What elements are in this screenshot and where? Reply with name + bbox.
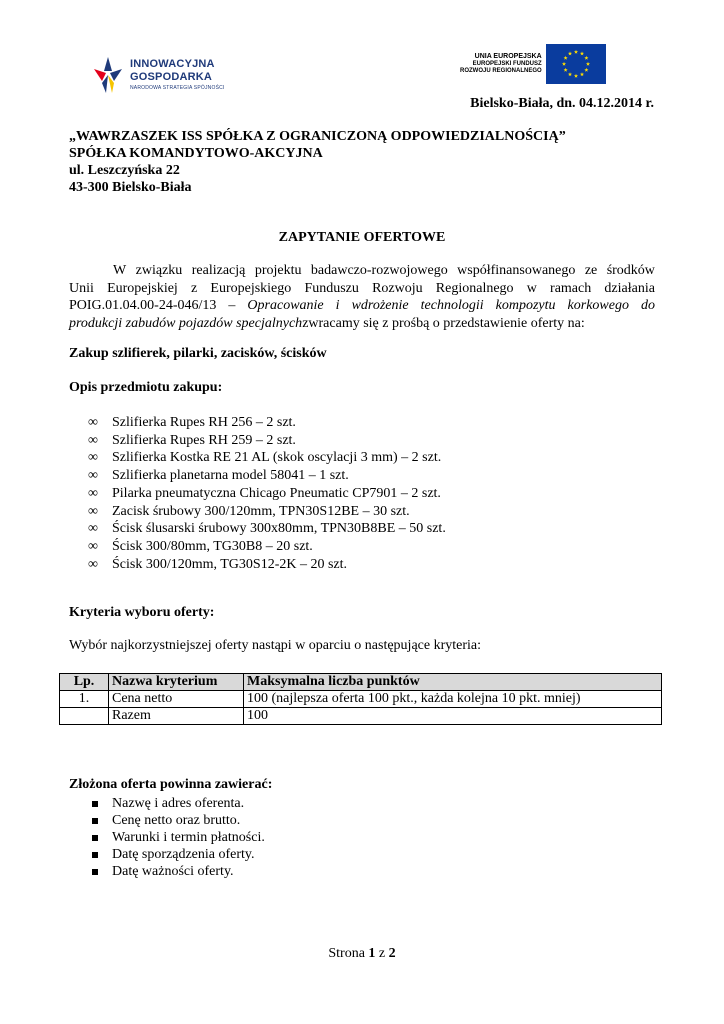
- infinity-bullet-icon: ∞: [88, 468, 98, 484]
- cell-name: Cena netto: [109, 691, 244, 708]
- address-line3: ul. Leszczyńska 22: [69, 163, 180, 178]
- logo-left-line2: GOSPODARKA: [130, 71, 213, 83]
- intro-word: Unii: [69, 280, 94, 296]
- infinity-bullet-icon: ∞: [88, 415, 98, 430]
- list-item: [88, 538, 446, 556]
- item-text: Szlifierka Rupes RH 259 – 2 szt.: [112, 432, 296, 448]
- header-lp: Lp.: [60, 674, 109, 691]
- logo-right-line1: UNIA EUROPEJSKA: [474, 53, 542, 61]
- intro-word: Europejskiej: [107, 280, 178, 296]
- cell-name: Razem: [109, 708, 244, 725]
- footer-page: 1: [368, 946, 376, 961]
- intro-word: badawczo-rozwojowego: [310, 263, 448, 278]
- list-item: [88, 503, 446, 521]
- intro-word: kompozytu: [495, 298, 556, 313]
- intro-word: wdrożenie: [351, 298, 409, 313]
- square-bullet-icon: [92, 818, 98, 824]
- criteria-table: [59, 673, 662, 725]
- innowacyjna-gospodarka-logo: [92, 44, 242, 106]
- document-date: Bielsko-Biała, dn. 04.12.2014 r.: [470, 96, 654, 111]
- intro-word: korkowego: [567, 298, 629, 313]
- table-row: [60, 691, 662, 708]
- criteria-intro: Wybór najkorzystniejszej oferty nastąpi w oparciu o następujące kryteria:: [69, 638, 482, 653]
- footer-prefix: Strona: [328, 946, 369, 961]
- intro-word: do: [641, 298, 655, 313]
- item-text: Pilarka pneumatyczna Chicago Pneumatic CP7901 – 2 szt.: [112, 485, 441, 501]
- address-line1: „WAWRZASZEK ISS SPÓŁKA Z OGRANICZONĄ ODPOWIEDZIALNOŚCIĄ”: [69, 129, 566, 144]
- intro-paragraph: [69, 262, 655, 332]
- list-item: Nazwę i adres oferenta.: [92, 795, 265, 812]
- intro-line4-rest: zwracamy się z prośbą o przedstawienie oferty na:: [302, 315, 585, 331]
- item-text: Szlifierka Kostka RE 21 AL (skok oscylacji 3 mm) – 2 szt.: [112, 450, 442, 466]
- infinity-bullet-icon: ∞: [88, 503, 98, 519]
- eu-logo: [460, 44, 606, 84]
- logo-right-line3: ROZWOJU REGIONALNEGO: [460, 68, 542, 75]
- square-bullet-icon: [92, 801, 98, 807]
- footer-mid: z: [375, 946, 389, 961]
- infinity-bullet-icon: ∞: [88, 538, 98, 554]
- list-item: [88, 556, 446, 574]
- intro-word: realizacją: [191, 263, 246, 278]
- list-item: Cenę netto oraz brutto.: [92, 812, 265, 829]
- intro-word: związku: [135, 263, 183, 278]
- star-logo-icon: [92, 55, 124, 95]
- list-item: [88, 414, 446, 432]
- intro-word: Europejskiego: [210, 280, 292, 296]
- page-footer: [0, 946, 724, 962]
- list-item: [88, 432, 446, 450]
- intro-word: Rozwoju: [372, 280, 423, 296]
- item-text: Szlifierka Rupes RH 256 – 2 szt.: [112, 415, 296, 430]
- intro-word: środków: [606, 263, 655, 278]
- logo-right-line2: EUROPEJSKI FUNDUSZ: [472, 61, 542, 68]
- intro-line2: [69, 280, 655, 298]
- list-item: [88, 449, 446, 467]
- criteria-heading: Kryteria wyboru oferty:: [69, 605, 215, 620]
- square-bullet-icon: [92, 869, 98, 875]
- subject-heading: Zakup szlifierek, pilarki, zacisków, ścisków: [69, 346, 327, 361]
- intro-dash: –: [228, 298, 236, 313]
- recipient-address: [69, 128, 566, 196]
- intro-word: technologii: [420, 298, 484, 313]
- cell-points: 100 (najlepsza oferta 100 pkt., każda kolejna 10 pkt. mniej): [244, 691, 662, 708]
- list-item: Warunki i termin płatności.: [92, 829, 265, 846]
- item-text: Zacisk śrubowy 300/120mm, TPN30S12BE – 30 szt.: [112, 503, 410, 519]
- infinity-bullet-icon: ∞: [88, 556, 98, 572]
- logo-left-line1: INNOWACYJNA: [130, 58, 215, 70]
- intro-word: ze: [584, 263, 598, 278]
- cell-lp: 1.: [60, 691, 109, 708]
- list-item: [88, 520, 446, 538]
- infinity-bullet-icon: ∞: [88, 521, 98, 537]
- item-text: Ścisk 300/80mm, TG30B8 – 20 szt.: [112, 538, 313, 554]
- intro-word: i: [335, 298, 340, 313]
- item-text: Ścisk 300/120mm, TG30S12-2K – 20 szt.: [112, 556, 348, 572]
- project-title-italic: produkcji zabudów pojazdów specjalnych: [69, 315, 303, 331]
- footer-total: 2: [388, 946, 396, 961]
- square-bullet-icon: [92, 852, 98, 858]
- intro-line1: [69, 262, 655, 280]
- intro-word: Regionalnego: [435, 280, 514, 296]
- infinity-bullet-icon: ∞: [88, 485, 98, 501]
- intro-line3: [69, 297, 655, 315]
- intro-word: w: [526, 280, 537, 296]
- intro-word: W: [113, 263, 127, 278]
- table-row: [60, 708, 662, 725]
- item-text: Szlifierka planetarna model 58041 – 1 szt.: [112, 468, 349, 484]
- logo-left-line3: NARODOWA STRATEGIA SPÓJNOŚCI: [130, 85, 225, 91]
- cell-points: 100: [244, 708, 662, 725]
- description-heading: Opis przedmiotu zakupu:: [69, 380, 223, 395]
- document-title: ZAPYTANIE OFERTOWE: [278, 230, 446, 245]
- intro-line4: [69, 315, 655, 333]
- item-text: Ścisk ślusarski śrubowy 300x80mm, TPN30B8BE – 50 szt.: [112, 521, 446, 537]
- table-header-row: [60, 674, 662, 691]
- project-number: POIG.01.04.00-24-046/13: [69, 298, 217, 313]
- intro-word: współfinansowanego: [457, 263, 576, 278]
- list-item: [88, 467, 446, 485]
- intro-word: Funduszu: [304, 280, 359, 296]
- eu-flag-icon: [546, 44, 606, 84]
- address-line4: 43-300 Bielsko-Biała: [69, 180, 192, 195]
- infinity-bullet-icon: ∞: [88, 432, 98, 448]
- list-item: [88, 485, 446, 503]
- list-item: Datę ważności oferty.: [92, 863, 265, 880]
- intro-word: ramach: [550, 280, 592, 296]
- intro-word: z: [191, 280, 198, 296]
- address-line2: SPÓŁKA KOMANDYTOWO-AKCYJNA: [69, 146, 323, 161]
- square-bullet-icon: [92, 835, 98, 841]
- cell-lp: [60, 708, 109, 725]
- intro-word: projektu: [254, 263, 302, 278]
- intro-word: działania: [604, 280, 655, 296]
- header-points: Maksymalna liczba punktów: [244, 674, 662, 691]
- list-item: Datę sporządzenia oferty.: [92, 846, 265, 863]
- infinity-bullet-icon: ∞: [88, 450, 98, 466]
- header-name: Nazwa kryterium: [109, 674, 244, 691]
- item-list: [88, 414, 446, 573]
- intro-word: Opracowanie: [247, 298, 324, 313]
- offer-heading: Złożona oferta powinna zawierać:: [69, 777, 273, 792]
- offer-list: [92, 795, 265, 880]
